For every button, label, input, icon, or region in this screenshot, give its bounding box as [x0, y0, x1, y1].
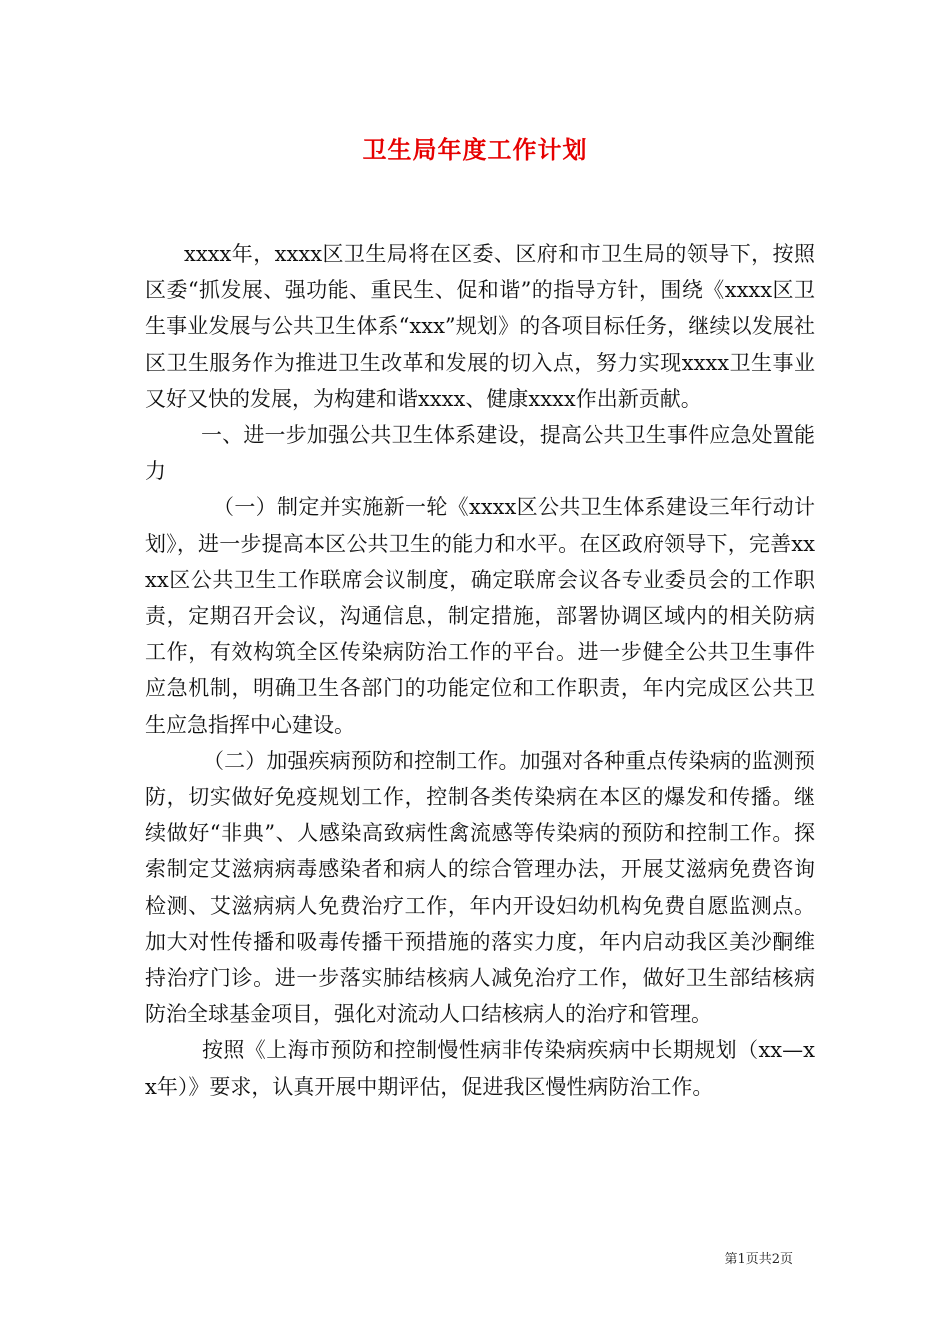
section-heading-1: 一、进一步加强公共卫生体系建设，提高公共卫生事件应急处置能力 — [145, 423, 815, 484]
page-number: 第1页共2页 — [724, 1252, 793, 1267]
document-title: 卫生局年度工作计划 — [362, 135, 588, 164]
intro-paragraph: xxxx年，xxxx区卫生局将在区委、区府和市卫生局的领导下，按照区委“抓发展、强功能、重民生、促和谐”的指导方针，围绕《xxxx区卫生事业发展与公共卫生体系“xxx”规划》的各项目标任务，继续以发展社区卫生服务作为推进卫生改革和发展的切入点，努力实现xxxx卫生事业又好又快的发展，为构建和谐xxxx、健康xxxx作出新贡献。 — [145, 242, 815, 411]
subsection-1-paragraph: （一）制定并实施新一轮《xxxx区公共卫生体系建设三年行动计划》，进一步提高本区公共卫生的能力和水平。在区政府领导下，完善xxxx区公共卫生工作联席会议制度，确定联席会议各专业委员会的工作职责，定期召开会议，沟通信息，制定措施，部署协调区域内的相关防病工作，有效构筑全区传染病防治工作的平台。进一步健全公共卫生事件应急机制，明确卫生各部门的功能定位和工作职责，年内完成区公共卫生应急指挥中心建设。 — [145, 495, 815, 737]
subsection-2-paragraph: （二）加强疾病预防和控制工作。加强对各种重点传染病的监测预防，切实做好免疫规划工作，控制各类传染病在本区的爆发和传播。继续做好“非典”、人感染高致病性禽流感等传染病的预防和控制工作。探索制定艾滋病病毒感染者和病人的综合管理办法，开展艾滋病免费咨询检测、艾滋病病人免费治疗工作，年内开设妇幼机构免费自愿监测点。加大对性传播和吸毒传播干预措施的落实力度，年内启动我区美沙酮维持治疗门诊。进一步落实肺结核病人减免治疗工作，做好卫生部结核病防治全球基金项目，强化对流动人口结核病人的治疗和管理。 — [145, 748, 815, 1027]
chronic-disease-paragraph: 按照《上海市预防和控制慢性病非传染病疾病中长期规划（xx—xx年）》要求，认真开展中期评估，促进我区慢性病防治工作。 — [145, 1038, 815, 1099]
document-body — [145, 236, 815, 1105]
